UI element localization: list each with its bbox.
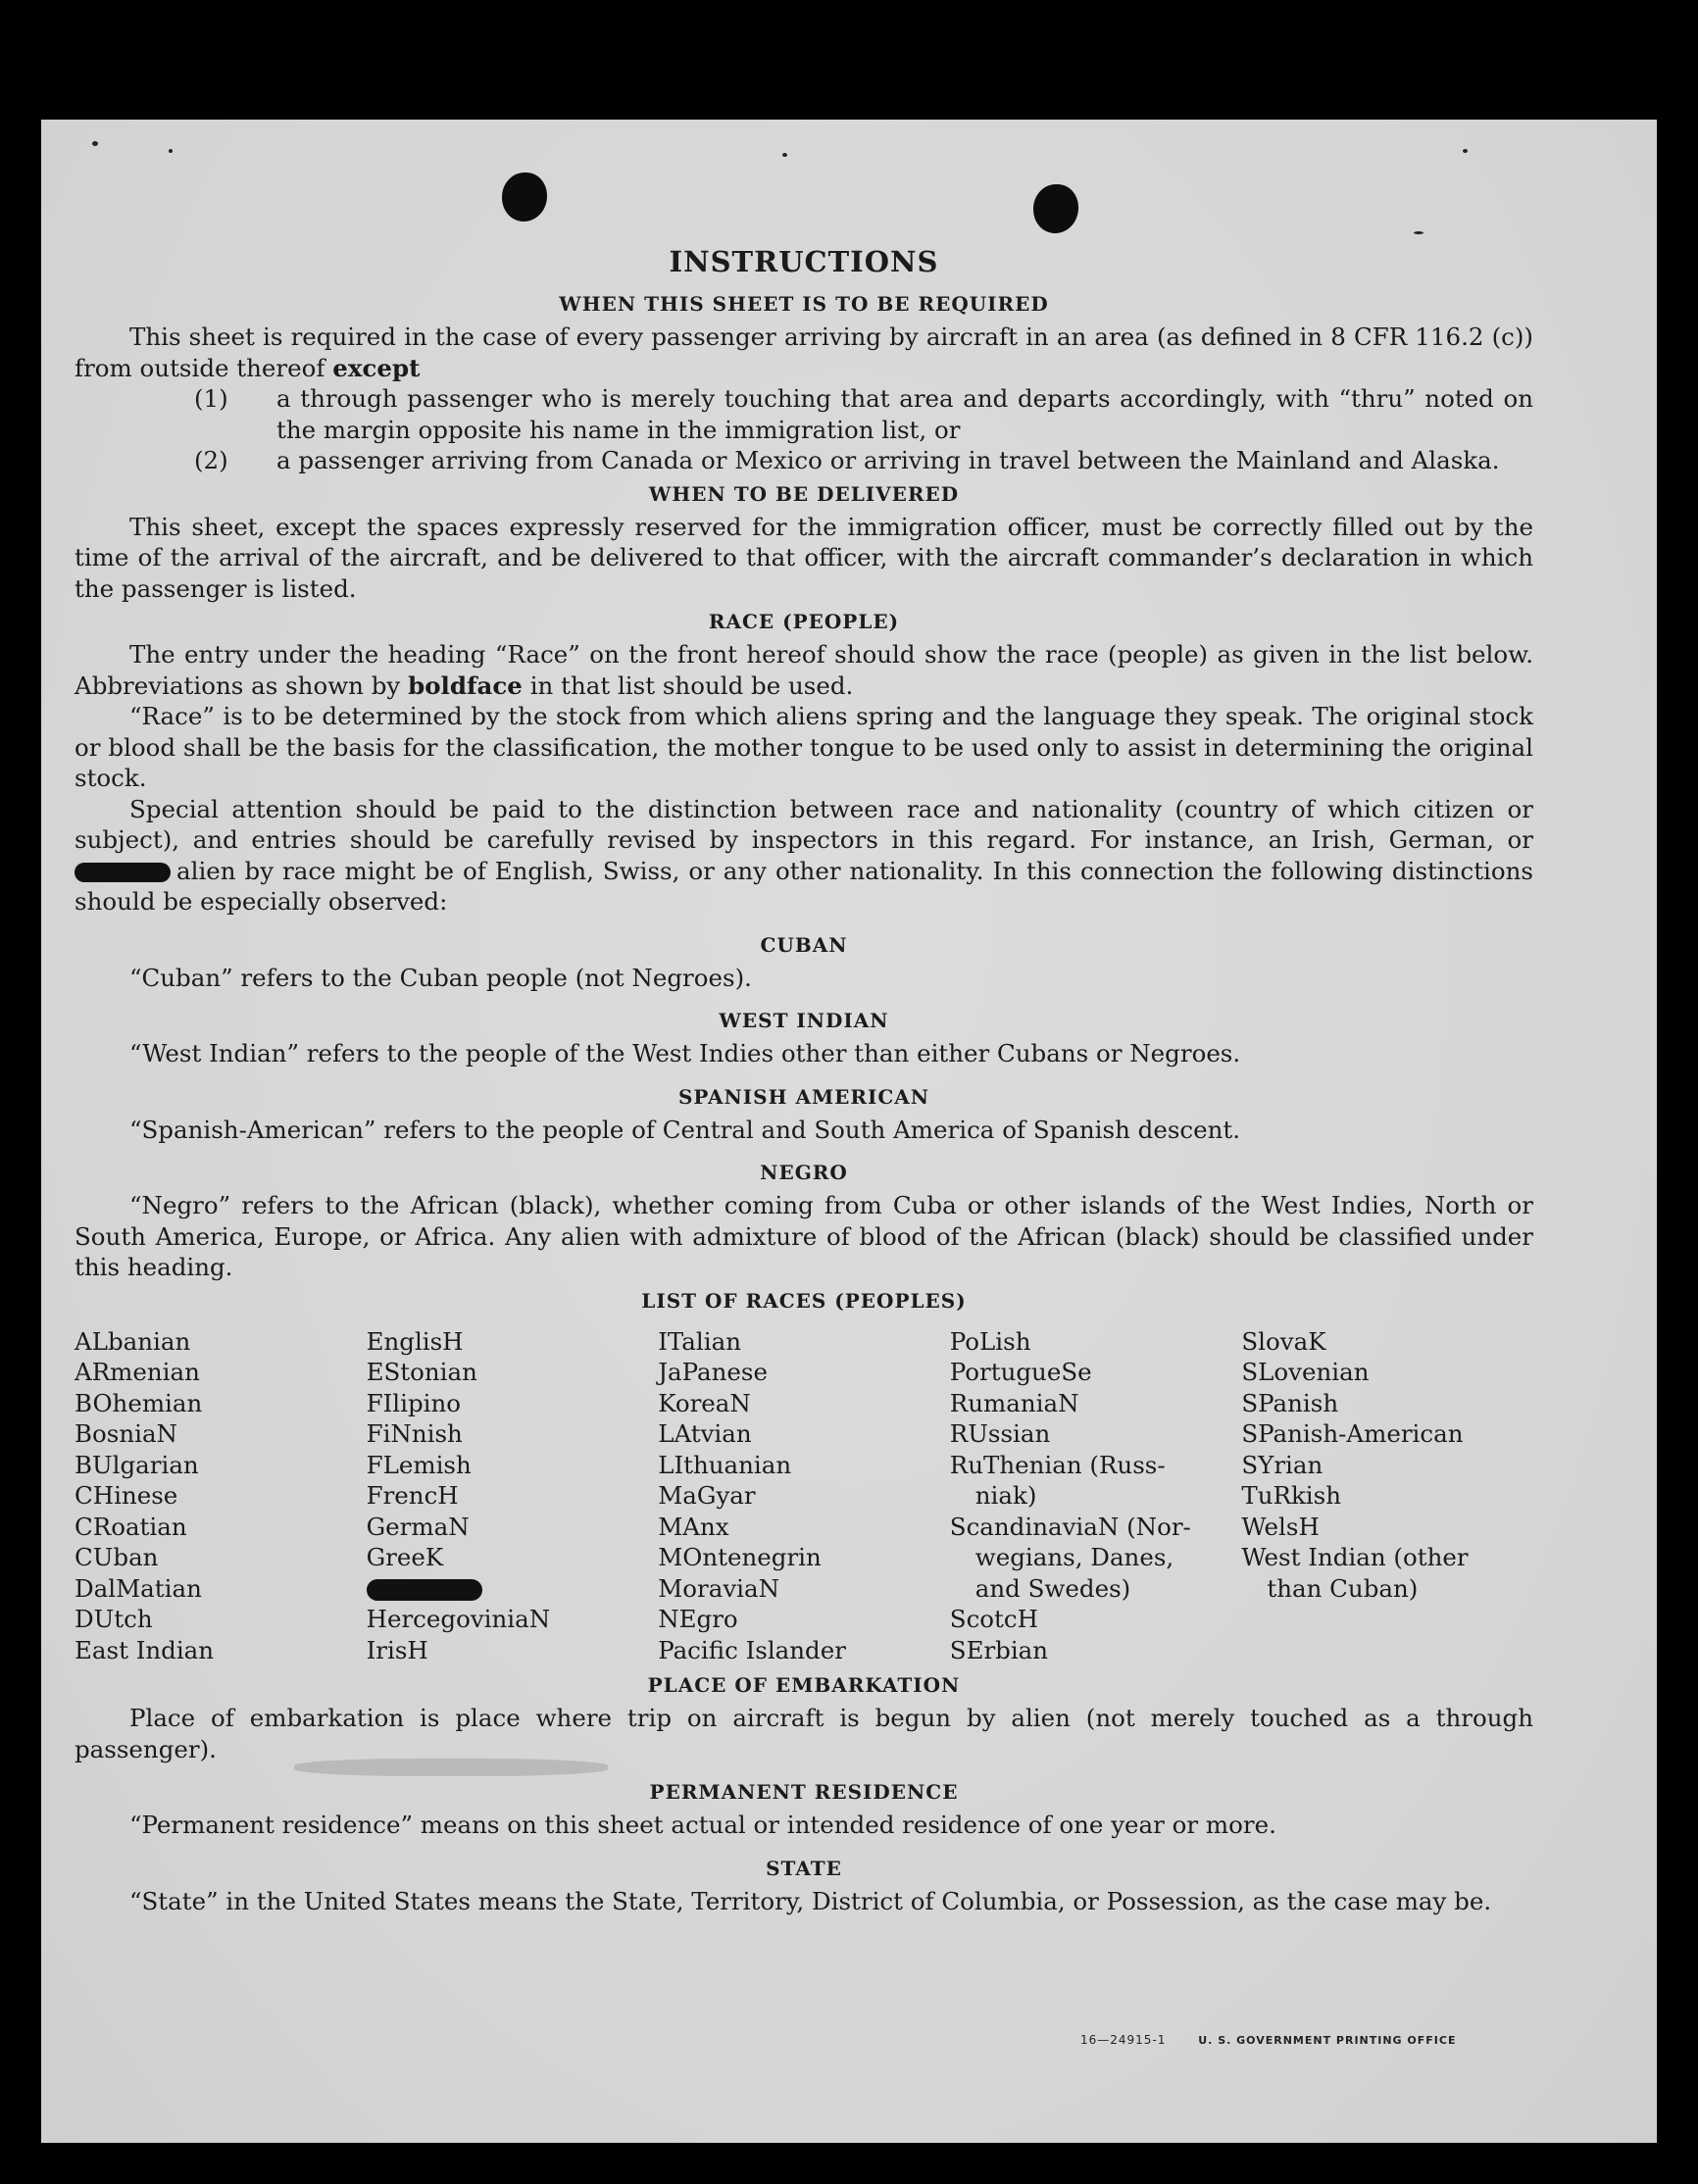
race-entry: SYrian xyxy=(1241,1450,1323,1479)
race-p3-text-end: alien by race might be of English, Swiss, or any other nationality. In this connection the following distinctions should be especially observed: xyxy=(75,856,1533,916)
required-intro-text: This sheet is required in the case of every passenger arriving by aircraft in an area (as defined in 8 CFR 116.2 (c)) from outside thereof xyxy=(75,323,1533,382)
speck xyxy=(782,153,787,157)
race-p3-text: Special attention should be paid to the distinction between race and nationality (country of which citizen or subject), and entries should be carefully revised by inspectors in this regard. For instance, an Irish, German, or xyxy=(75,794,1533,854)
race-entry: PortugueSe xyxy=(949,1358,1092,1386)
race-entry: MOntenegrin xyxy=(658,1543,822,1571)
race-entry: MAnx xyxy=(658,1512,729,1541)
item-number: (1) xyxy=(194,384,228,413)
item-number: (2) xyxy=(194,446,228,474)
race-entry: FLemish xyxy=(366,1450,472,1479)
race-entry: CUban xyxy=(75,1543,159,1571)
race-entry-continued: wegians, Danes, xyxy=(974,1543,1174,1571)
race-entry: NEgro xyxy=(658,1605,738,1633)
race-entry: HercegoviniaN xyxy=(366,1605,551,1633)
race-entry: WelsH xyxy=(1241,1512,1320,1541)
race-entry: FiNnish xyxy=(366,1419,463,1448)
race-entry: SPanish-American xyxy=(1241,1419,1464,1448)
punch-hole-right xyxy=(1033,184,1078,233)
redaction-mark xyxy=(367,1579,482,1601)
heading-state: STATE xyxy=(766,1856,842,1880)
embarkation-text: Place of embarkation is place where trip on aircraft is begun by alien (not merely touched as a through passenger). xyxy=(75,1704,1533,1763)
required-intro xyxy=(75,322,1533,383)
races-list xyxy=(75,1326,1533,1666)
race-entry: SPanish xyxy=(1241,1388,1339,1417)
race-entry: DalMatian xyxy=(75,1573,202,1603)
race-p1-bold: boldface xyxy=(408,670,523,700)
negro-text: “Negro” refers to the African (black), whether coming from Cuba or other islands of the West Indies, North or South America, Europe, or Africa. Any alien with admixture of blood of the African (black) should be classified under this heading. xyxy=(75,1191,1533,1281)
race-entry: KoreaN xyxy=(658,1388,751,1417)
race-entry: GermaN xyxy=(366,1512,470,1541)
race-entry: PoLish xyxy=(949,1326,1031,1356)
race-entry-continued: than Cuban) xyxy=(1267,1573,1419,1603)
race-entry-continued: niak) xyxy=(974,1481,1037,1510)
race-entry: East Indian xyxy=(75,1635,215,1664)
race-entry: SlovaK xyxy=(1241,1326,1326,1356)
heading-delivered: WHEN TO BE DELIVERED xyxy=(648,481,960,506)
document-sheet xyxy=(41,120,1657,2143)
race-entry: JaPanese xyxy=(658,1358,768,1386)
race-p1-text-end: in that list should be used. xyxy=(529,670,854,700)
race-entry: CHinese xyxy=(75,1481,178,1510)
item-text: a through passenger who is merely touching that area and departs accordingly, with “thru” noted on the margin opposite his name in the immigration list, or xyxy=(276,384,1533,444)
race-entry: FIlipino xyxy=(366,1388,461,1417)
punch-hole-left xyxy=(502,173,547,222)
delivered-text: This sheet, except the spaces expressly reserved for the immigration officer, must be correctly filled out by the time of the arrival of the aircraft, and be delivered to that officer, with the aircraft commander’s declaration in which the passenger is listed. xyxy=(75,512,1533,603)
race-entry: MoraviaN xyxy=(658,1573,780,1603)
cuban-text: “Cuban” refers to the Cuban people (not Negroes). xyxy=(129,963,752,992)
race-entry: FrencH xyxy=(366,1481,459,1510)
race-paragraph-3 xyxy=(75,794,1533,918)
exception-item-2 xyxy=(75,445,1533,476)
required-except: except xyxy=(332,353,421,382)
speck xyxy=(1414,231,1423,234)
form-number: 16—24915-1 xyxy=(1080,2033,1167,2047)
race-entry: MaGyar xyxy=(658,1481,756,1510)
speck xyxy=(1463,149,1468,153)
printer-footer xyxy=(1080,2033,1456,2047)
west-indian-text: “West Indian” refers to the people of the West Indies other than either Cubans or Negroes. xyxy=(129,1039,1241,1067)
redacted-race-entry xyxy=(367,1573,659,1605)
race-entry: LAtvian xyxy=(658,1419,752,1448)
race-entry: ARmenian xyxy=(75,1358,200,1386)
redaction-mark xyxy=(75,863,171,882)
exception-item-1 xyxy=(75,383,1533,445)
race-entry: DUtch xyxy=(75,1605,153,1633)
heading-spanish-american: SPANISH AMERICAN xyxy=(677,1084,930,1109)
race-entry: ScotcH xyxy=(949,1605,1038,1633)
race-entry: GreeK xyxy=(366,1543,444,1571)
speck xyxy=(92,141,98,146)
heading-residence: PERMANENT RESIDENCE xyxy=(649,1780,959,1804)
races-column-2 xyxy=(367,1326,659,1666)
race-entry: IrisH xyxy=(366,1635,428,1664)
race-entry: ALbanian xyxy=(75,1326,191,1356)
state-text: “State” in the United States means the State, Territory, District of Columbia, or Possession, as the case may be. xyxy=(129,1886,1492,1915)
race-entry: Pacific Islander xyxy=(658,1635,846,1664)
heading-negro: NEGRO xyxy=(760,1161,848,1184)
race-entry: EnglisH xyxy=(366,1326,464,1356)
race-entry: BUlgarian xyxy=(75,1450,199,1479)
race-entry: BosniaN xyxy=(75,1419,177,1448)
race-p1-text: The entry under the heading “Race” on the front hereof should show the race (people) as given in the list below. Abbreviations as shown by xyxy=(75,640,1533,700)
heading-races-list: LIST OF RACES (PEOPLES) xyxy=(641,1288,967,1313)
race-entry: TuRkish xyxy=(1241,1481,1341,1510)
race-paragraph-2: “Race” is to be determined by the stock from which aliens spring and the language they speak. The original stock or blood shall be the basis for the classification, the mother tongue to be used only to assist in determining the original stock. xyxy=(75,702,1533,792)
races-column-4 xyxy=(950,1326,1242,1666)
races-column-1 xyxy=(75,1326,367,1666)
page-title: INSTRUCTIONS xyxy=(669,245,939,278)
race-entry: CRoatian xyxy=(75,1512,187,1541)
race-entry: RUssian xyxy=(949,1419,1051,1448)
spanish-american-text: “Spanish-American” refers to the people of Central and South America of Spanish descent. xyxy=(129,1115,1241,1144)
heading-embarkation: PLACE OF EMBARKATION xyxy=(647,1673,961,1697)
heading-west-indian: WEST INDIAN xyxy=(719,1009,889,1032)
race-entry: LIthuanian xyxy=(658,1450,792,1479)
race-entry: BOhemian xyxy=(75,1388,203,1417)
speck xyxy=(169,149,173,153)
race-entry: RuThenian (Russ- xyxy=(949,1450,1166,1479)
residence-text: “Permanent residence” means on this sheet actual or intended residence of one year or more. xyxy=(129,1811,1276,1839)
races-column-5 xyxy=(1241,1326,1533,1666)
race-entry: ScandinaviaN (Nor- xyxy=(949,1512,1191,1541)
races-column-3 xyxy=(658,1326,950,1666)
race-entry: SErbian xyxy=(949,1635,1049,1664)
race-entry-continued: and Swedes) xyxy=(974,1573,1131,1603)
heading-required: WHEN THIS SHEET IS TO BE REQUIRED xyxy=(559,292,1049,316)
heading-race: RACE (PEOPLE) xyxy=(708,610,900,633)
race-paragraph-1 xyxy=(75,639,1533,701)
printer-name: U. S. GOVERNMENT PRINTING OFFICE xyxy=(1198,2034,1457,2047)
item-text: a passenger arriving from Canada or Mexico or arriving in travel between the Mainland and Alaska. xyxy=(276,446,1500,474)
race-entry: EStonian xyxy=(366,1358,477,1386)
race-entry: West Indian (other xyxy=(1241,1543,1469,1571)
race-entry: SLovenian xyxy=(1241,1358,1370,1386)
race-entry: ITalian xyxy=(658,1326,741,1356)
race-entry: RumaniaN xyxy=(949,1388,1079,1417)
instructions-content xyxy=(75,245,1533,1916)
heading-cuban: CUBAN xyxy=(760,932,848,957)
